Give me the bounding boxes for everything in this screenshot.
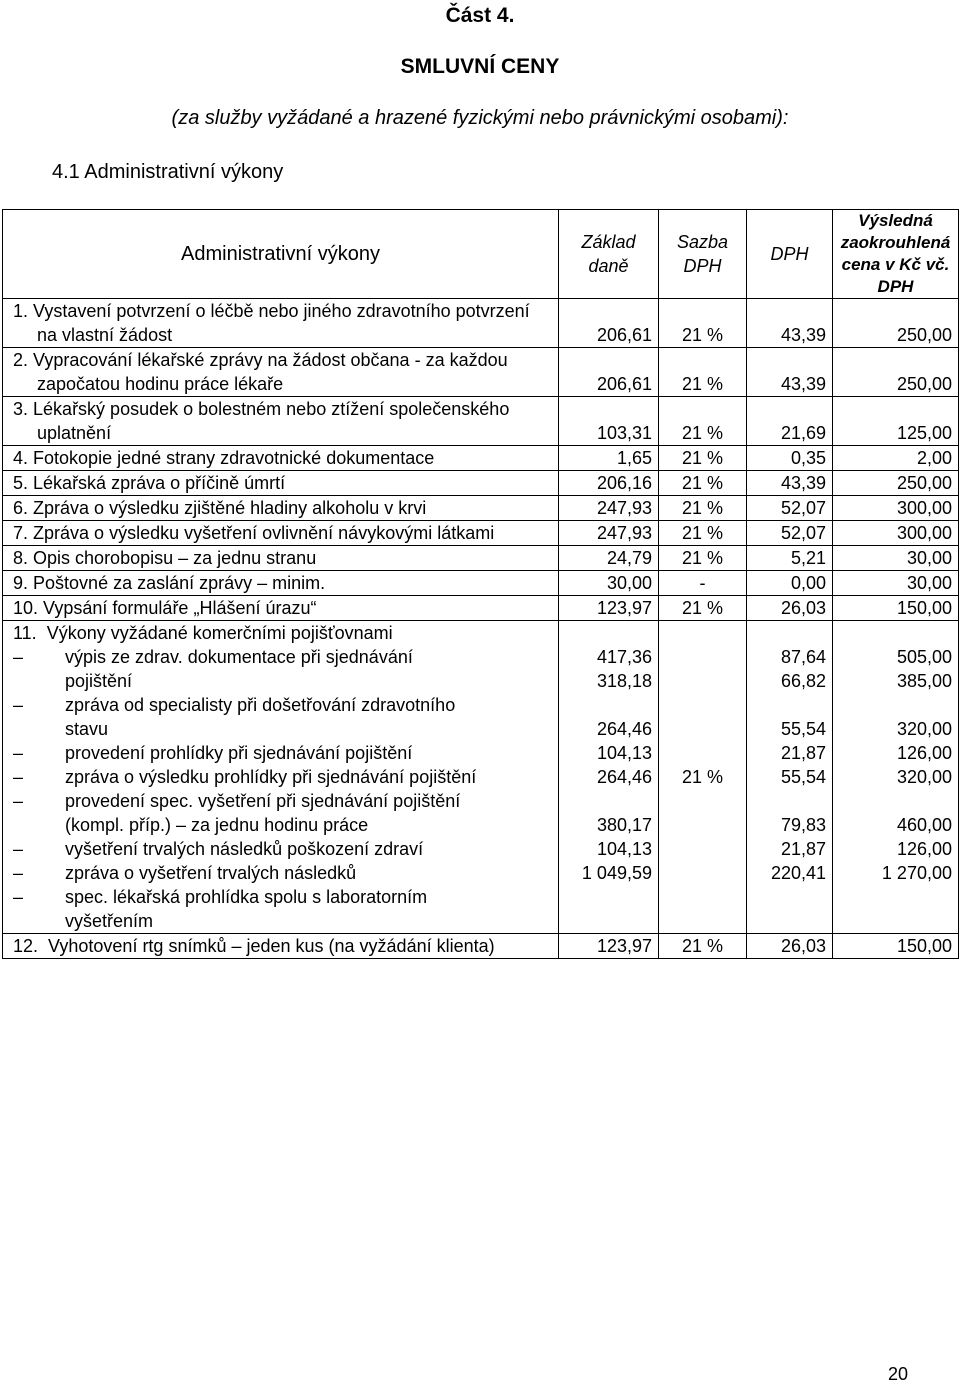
dash-mark: – (13, 863, 24, 883)
table-row (3, 571, 959, 596)
row-final: 2,00 (833, 446, 959, 471)
row-label (3, 496, 559, 521)
row-title: Poštovné za zaslání zprávy – minim. (33, 573, 326, 593)
row-label (3, 546, 559, 571)
table-row (3, 596, 959, 621)
row-rate: - (659, 571, 747, 596)
row-title: Vypsání formuláře „Hlášení úrazu“ (43, 598, 317, 618)
row-base: 103,31 (559, 397, 659, 446)
row-base: 206,16 (559, 471, 659, 496)
row-11-number: 11. (13, 623, 37, 643)
row-title: Lékařská zpráva o příčině úmrtí (33, 473, 286, 493)
table-row (3, 397, 959, 446)
row-label (3, 348, 559, 397)
part-heading: Část 4. (445, 4, 515, 27)
row-number: 3. (13, 399, 29, 419)
row-11-title: Výkony vyžádané komerčními pojišťovnami (46, 623, 393, 643)
sub-item: – zpráva o vyšetření trvalých následků (13, 863, 357, 883)
row-title: Fotokopie jedné strany zdravotnické dokumentace (33, 448, 435, 468)
row-final: 300,00 (833, 496, 959, 521)
row-11-base: 417,36 318,18 264,46 104,13 264,46 380,17 104,13 1 049,59 (559, 621, 659, 934)
row-rate: 21 % (659, 348, 747, 397)
row-final: 250,00 (833, 348, 959, 397)
table-row (3, 521, 959, 546)
row-12-final: 150,00 (833, 934, 959, 959)
sub-item: – vyšetření trvalých následků poškození zdraví (13, 839, 424, 859)
row-vat: 0,35 (747, 446, 833, 471)
row-base: 30,00 (559, 571, 659, 596)
sub-item: – zpráva o výsledku prohlídky při sjednávání pojištění (13, 767, 477, 787)
row-number: 1. (13, 301, 29, 321)
header-item: Administrativní výkony (3, 210, 559, 299)
row-vat: 0,00 (747, 571, 833, 596)
row-label (3, 571, 559, 596)
row-vat: 52,07 (747, 496, 833, 521)
row-final: 250,00 (833, 471, 959, 496)
row-rate: 21 % (659, 299, 747, 348)
row-rate: 21 % (659, 496, 747, 521)
row-11-rate: 21 % (659, 621, 747, 934)
table-row (3, 621, 959, 934)
dash-mark: – (13, 647, 24, 667)
row-11-vat: 87,64 66,82 55,54 21,87 55,54 79,83 21,87 220,41 (747, 621, 833, 934)
header-rate: Sazba DPH (659, 210, 747, 299)
row-base: 206,61 (559, 348, 659, 397)
dash-mark: – (13, 887, 24, 907)
row-title: Vystavení potvrzení o léčbě nebo jiného zdravotního potvrzení na vlastní žádost (33, 301, 530, 345)
row-vat: 52,07 (747, 521, 833, 546)
sub-item: – spec. lékařská prohlídka spolu s laboratorním (13, 887, 428, 907)
row-rate: 21 % (659, 596, 747, 621)
row-rate: 21 % (659, 471, 747, 496)
row-12-base: 123,97 (559, 934, 659, 959)
row-number: 4. (13, 448, 29, 468)
row-title: Opis chorobopisu – za jednu stranu (33, 548, 317, 568)
sub-item: – zpráva od specialisty při došetřování zdravotního (13, 695, 456, 715)
dash-mark: – (13, 743, 24, 763)
table-row (3, 934, 959, 959)
price-table (2, 209, 959, 959)
row-12-title: Vyhotovení rtg snímků – jeden kus (na vyžádání klienta) (48, 936, 495, 956)
row-vat: 43,39 (747, 471, 833, 496)
table-header-row (3, 210, 959, 299)
row-number: 2. (13, 350, 29, 370)
dash-mark: – (13, 839, 24, 859)
page-title: SMLUVNÍ CENY (400, 55, 560, 78)
table-row (3, 299, 959, 348)
row-11-label: 11. Výkony vyžádané komerčními pojišťovnami – výpis ze zdrav. dokumentace při sjednávání pojištění – zpráva od specialisty při došetřování zdravotního stavu – provedení prohlídky při sjednávání pojištění – zpráva o výsledku prohlídky při sjednávání pojištění – provedení spec. vyšetření při sjednávání pojištění (kompl. příp.) – za jednu hodinu práce – vyšetření trvalých následků poškození zdraví – zpráva o vyšetření trvalých následků – spec. lékařská prohlídka spolu s laboratorním vyšetřením (3, 621, 559, 934)
row-base: 123,97 (559, 596, 659, 621)
row-final: 30,00 (833, 571, 959, 596)
page-number: 20 (887, 1364, 908, 1384)
dash-mark: – (13, 767, 24, 787)
row-final: 125,00 (833, 397, 959, 446)
table-row (3, 446, 959, 471)
row-vat: 26,03 (747, 596, 833, 621)
row-12-rate: 21 % (659, 934, 747, 959)
row-final: 150,00 (833, 596, 959, 621)
row-base: 247,93 (559, 521, 659, 546)
row-title: Vypracování lékařské zprávy na žádost občana - za každou započatou hodinu práce lékaře (33, 350, 508, 394)
sub-item: – provedení spec. vyšetření při sjednávání pojištění (13, 791, 461, 811)
row-vat: 43,39 (747, 299, 833, 348)
row-title: Lékařský posudek o bolestném nebo ztížení společenského uplatnění (33, 399, 510, 443)
row-rate: 21 % (659, 397, 747, 446)
row-label (3, 299, 559, 348)
row-number: 5. (13, 473, 29, 493)
table-row (3, 471, 959, 496)
row-vat: 21,69 (747, 397, 833, 446)
header-base: Základ daně (559, 210, 659, 299)
row-final: 250,00 (833, 299, 959, 348)
row-rate: 21 % (659, 546, 747, 571)
row-12-label (3, 934, 559, 959)
table-row (3, 496, 959, 521)
sub-item: – provedení prohlídky při sjednávání pojištění (13, 743, 413, 763)
row-12-number: 12. (13, 936, 39, 956)
row-base: 206,61 (559, 299, 659, 348)
row-number: 9. (13, 573, 29, 593)
row-final: 30,00 (833, 546, 959, 571)
row-final: 300,00 (833, 521, 959, 546)
row-base: 247,93 (559, 496, 659, 521)
row-base: 1,65 (559, 446, 659, 471)
page-subtitle: (za služby vyžádané a hrazené fyzickými nebo právnickými osobami): (171, 107, 789, 129)
row-number: 6. (13, 498, 29, 518)
row-rate: 21 % (659, 521, 747, 546)
row-label (3, 446, 559, 471)
row-label (3, 596, 559, 621)
table-row (3, 546, 959, 571)
dash-mark: – (13, 695, 24, 715)
dash-mark: – (13, 791, 24, 811)
row-12-vat: 26,03 (747, 934, 833, 959)
sub-item: – výpis ze zdrav. dokumentace při sjednávání (13, 647, 413, 667)
header-vat: DPH (747, 210, 833, 299)
section-heading: 4.1 Administrativní výkony (52, 161, 284, 183)
row-number: 10. (13, 598, 39, 618)
row-11-final: 505,00 385,00 320,00 126,00 320,00 460,00 126,00 1 270,00 (833, 621, 959, 934)
table-row (3, 348, 959, 397)
row-rate: 21 % (659, 446, 747, 471)
row-title: Zpráva o výsledku zjištěné hladiny alkoholu v krvi (33, 498, 427, 518)
row-title: Zpráva o výsledku vyšetření ovlivnění návykovými látkami (33, 523, 495, 543)
row-label (3, 521, 559, 546)
row-vat: 43,39 (747, 348, 833, 397)
row-label (3, 471, 559, 496)
row-vat: 5,21 (747, 546, 833, 571)
row-base: 24,79 (559, 546, 659, 571)
row-number: 7. (13, 523, 29, 543)
header-final: Výsledná zaokrouhlená cena v Kč vč. DPH (833, 210, 959, 299)
row-number: 8. (13, 548, 29, 568)
row-label (3, 397, 559, 446)
